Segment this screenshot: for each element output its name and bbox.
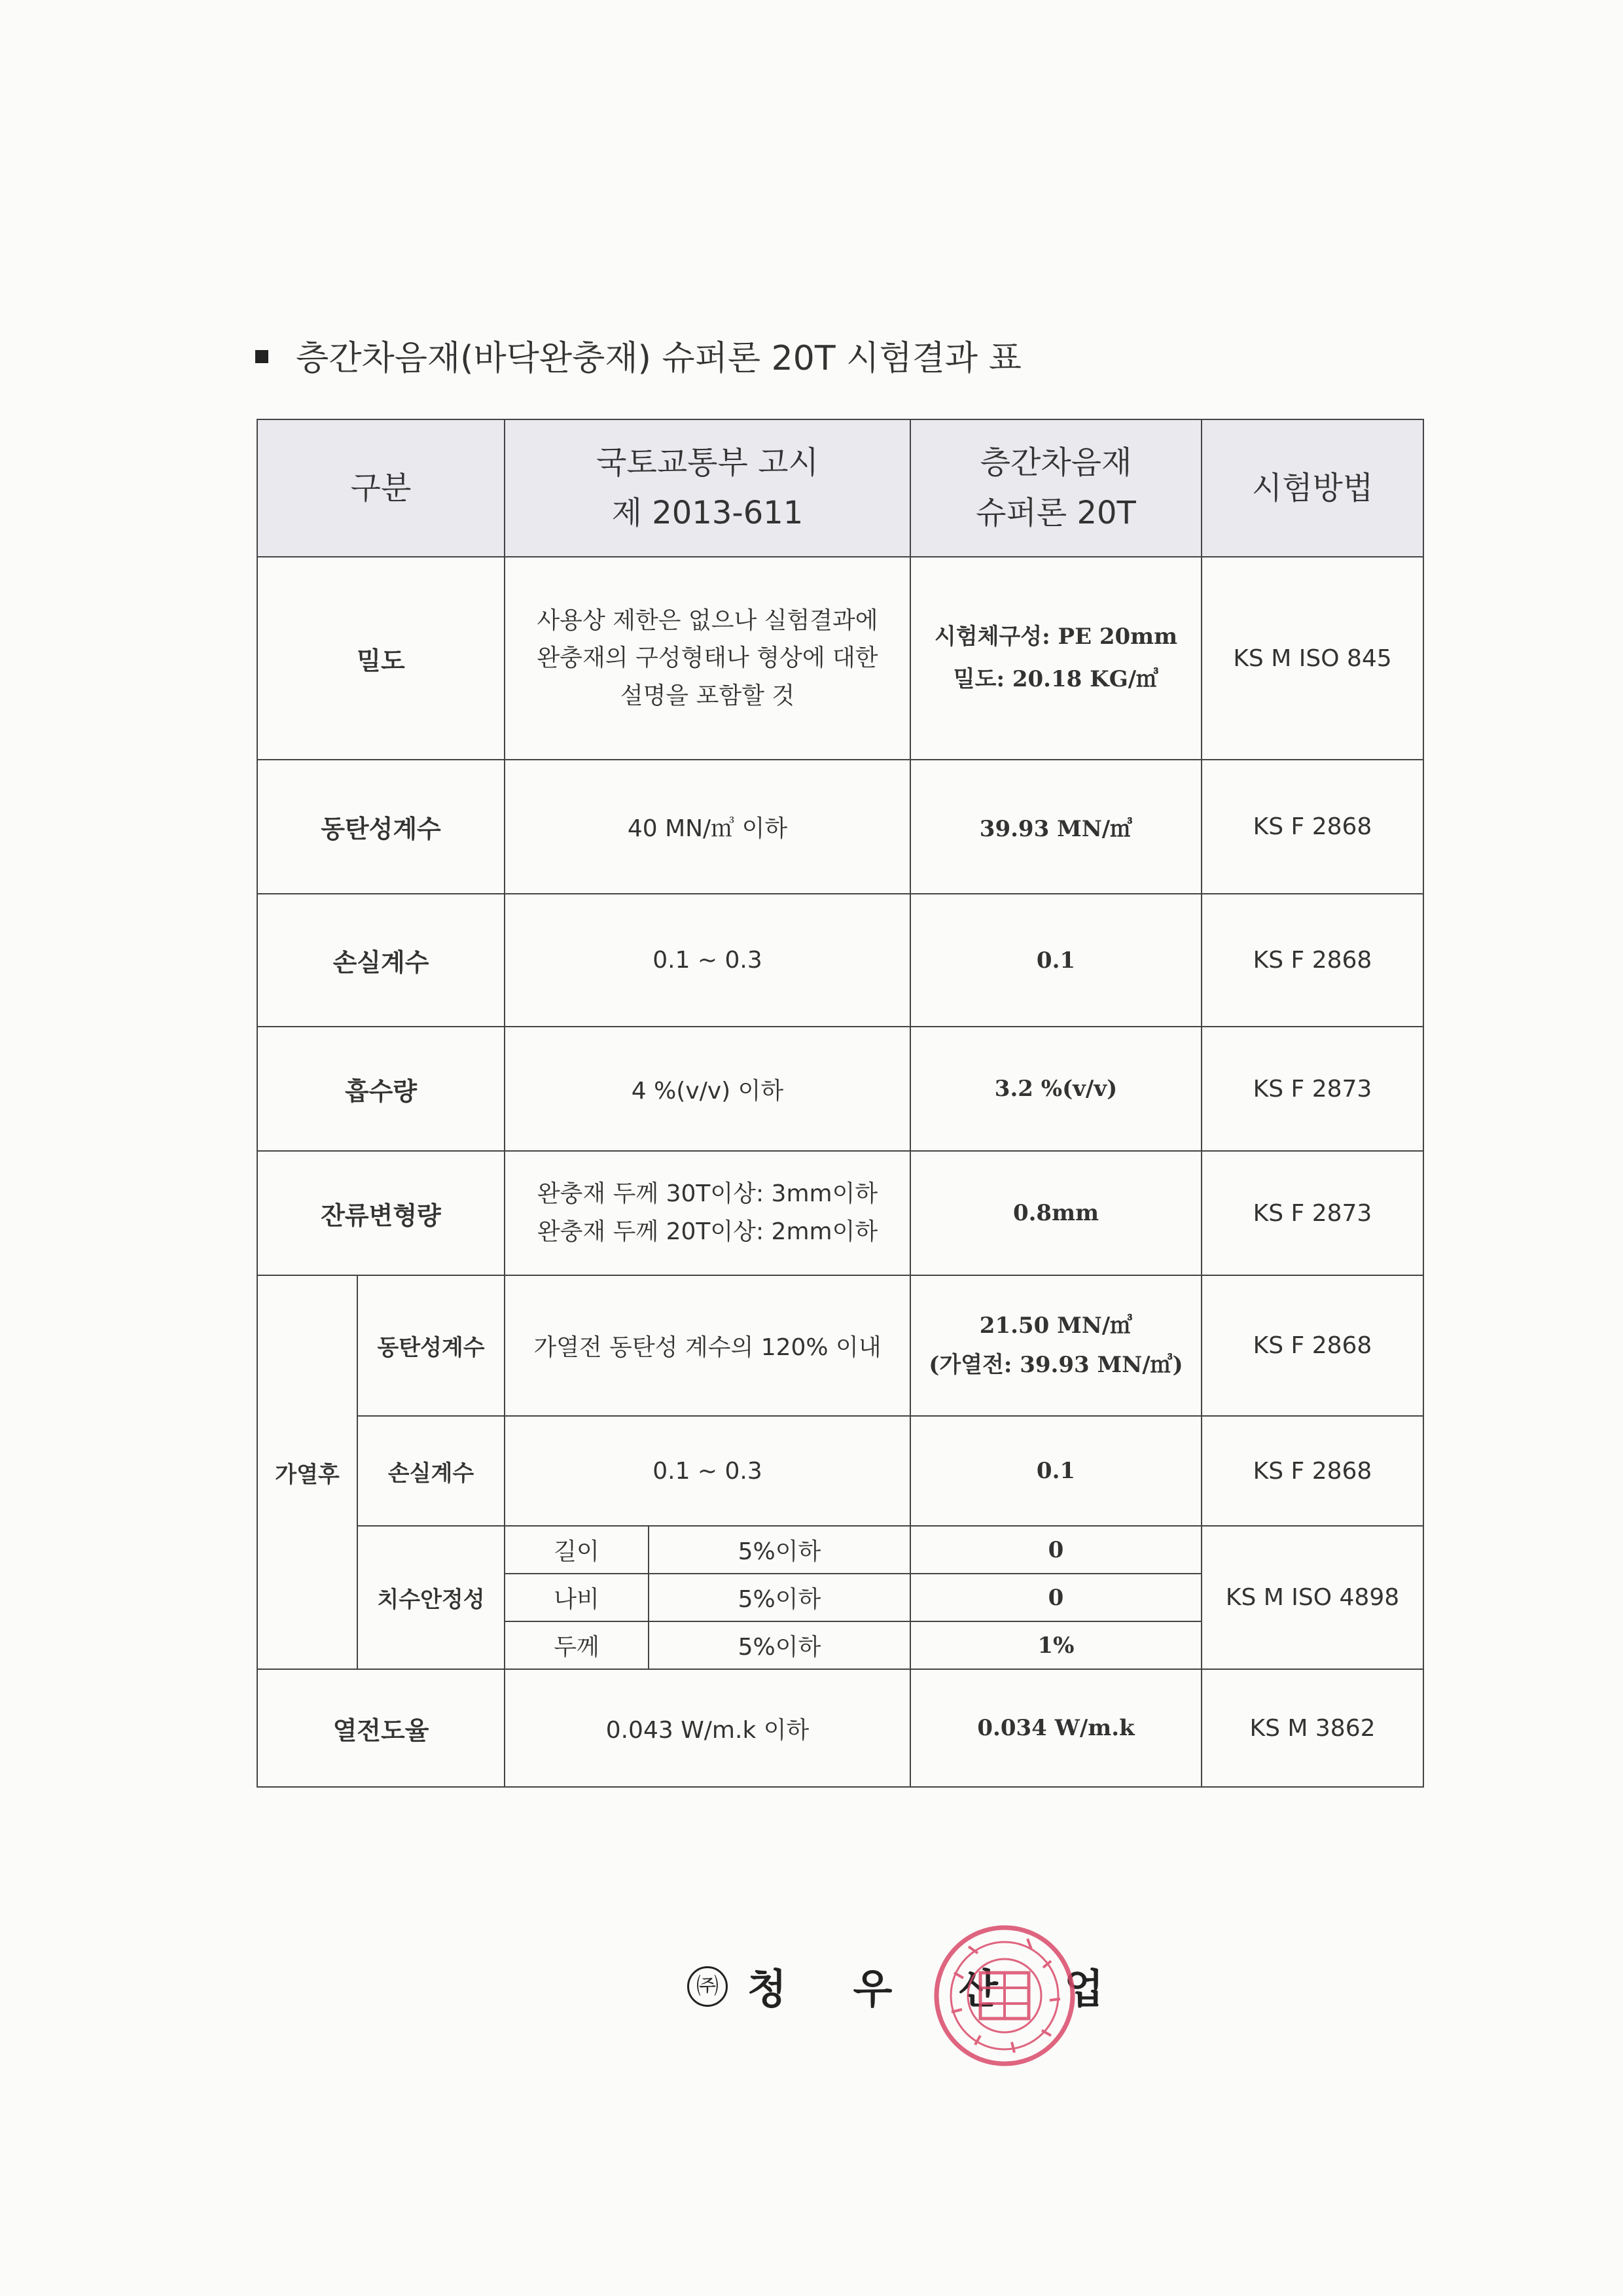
method-cell: KS M 3862: [1202, 1669, 1423, 1787]
method-cell: KS F 2873: [1202, 1151, 1423, 1275]
corporation-mark: ㈜: [687, 1966, 728, 2007]
bullet-square-icon: [255, 350, 268, 363]
table-row-dynamic-stiffness: [257, 760, 1423, 894]
header-category: 구분: [257, 419, 505, 557]
table-row-residual-deformation: [257, 1151, 1423, 1275]
method-cell: KS F 2868: [1202, 894, 1423, 1027]
header-row: [257, 419, 1423, 557]
row-label: 잔류변형량: [257, 1151, 505, 1275]
table-row-density: [257, 557, 1423, 760]
result-cell: 3.2 %(v/v): [910, 1027, 1202, 1151]
company-name: 청 우 산 업: [747, 1965, 1130, 2013]
table-row-loss-factor: [257, 894, 1423, 1027]
row-label: 손실계수: [257, 894, 505, 1027]
method-cell: KS F 2868: [1202, 1416, 1423, 1526]
header-standard: 국토교통부 고시 제 2013-611: [505, 419, 910, 557]
requirement-cell: 사용상 제한은 없으나 실험결과에 완충재의 구성형태나 형상에 대한 설명을 포함할 것: [505, 557, 910, 760]
method-cell: KS M ISO 4898: [1202, 1526, 1423, 1669]
method-cell: KS F 2868: [1202, 1275, 1423, 1416]
table-row-dimensional-length: [257, 1526, 1423, 1574]
dimension-cell: 두께: [505, 1621, 649, 1669]
dimension-cell: 나비: [505, 1574, 649, 1621]
requirement-cell: 0.1 ~ 0.3: [505, 894, 910, 1027]
requirement-cell: 5%이하: [649, 1574, 910, 1621]
row-label: 동탄성계수: [357, 1275, 505, 1416]
company-seal-stamp: [929, 1920, 1080, 2071]
row-label: 치수안정성: [357, 1526, 505, 1669]
method-cell: KS F 2868: [1202, 760, 1423, 894]
result-cell: 0.034 W/m.k: [910, 1669, 1202, 1787]
table-row-heated-dynamic-stiffness: [257, 1275, 1423, 1416]
table-row-thermal-conductivity: [257, 1669, 1423, 1787]
table-row-water-absorption: [257, 1027, 1423, 1151]
requirement-cell: 40 MN/㎥ 이하: [505, 760, 910, 894]
table-row-heated-loss-factor: [257, 1416, 1423, 1526]
result-cell: 1%: [910, 1621, 1202, 1669]
row-label: 열전도율: [257, 1669, 505, 1787]
test-results-table: [257, 419, 1424, 1788]
result-cell: 0.1: [910, 1416, 1202, 1526]
requirement-cell: 0.1 ~ 0.3: [505, 1416, 910, 1526]
result-cell: 39.93 MN/㎥: [910, 760, 1202, 894]
requirement-cell: 가열전 동탄성 계수의 120% 이내: [505, 1275, 910, 1416]
requirement-cell: 0.043 W/m.k 이하: [505, 1669, 910, 1787]
dimension-cell: 길이: [505, 1526, 649, 1574]
result-cell: 시험체구성: PE 20mm 밀도: 20.18 KG/㎥: [910, 557, 1202, 760]
requirement-cell: 5%이하: [649, 1526, 910, 1574]
result-cell: 0.1: [910, 894, 1202, 1027]
row-label: 동탄성계수: [257, 760, 505, 894]
header-product: 층간차음재 슈퍼론 20T: [910, 419, 1202, 557]
heated-group-label: 가열후: [257, 1275, 357, 1669]
result-cell: 0: [910, 1574, 1202, 1621]
result-cell: 21.50 MN/㎥ (가열전: 39.93 MN/㎥): [910, 1275, 1202, 1416]
requirement-cell: 완충재 두께 30T이상: 3mm이하 완충재 두께 20T이상: 2mm이하: [505, 1151, 910, 1275]
document-title-text: 층간차음재(바닥완충재) 슈퍼론 20T 시험결과 표: [296, 339, 1022, 378]
method-cell: KS F 2873: [1202, 1027, 1423, 1151]
row-label: 흡수량: [257, 1027, 505, 1151]
row-label: 밀도: [257, 557, 505, 760]
document-title: [255, 330, 1022, 380]
result-cell: 0.8mm: [910, 1151, 1202, 1275]
row-label: 손실계수: [357, 1416, 505, 1526]
header-test-method: 시험방법: [1202, 419, 1423, 557]
requirement-cell: 4 %(v/v) 이하: [505, 1027, 910, 1151]
method-cell: KS M ISO 845: [1202, 557, 1423, 760]
result-cell: 0: [910, 1526, 1202, 1574]
requirement-cell: 5%이하: [649, 1621, 910, 1669]
